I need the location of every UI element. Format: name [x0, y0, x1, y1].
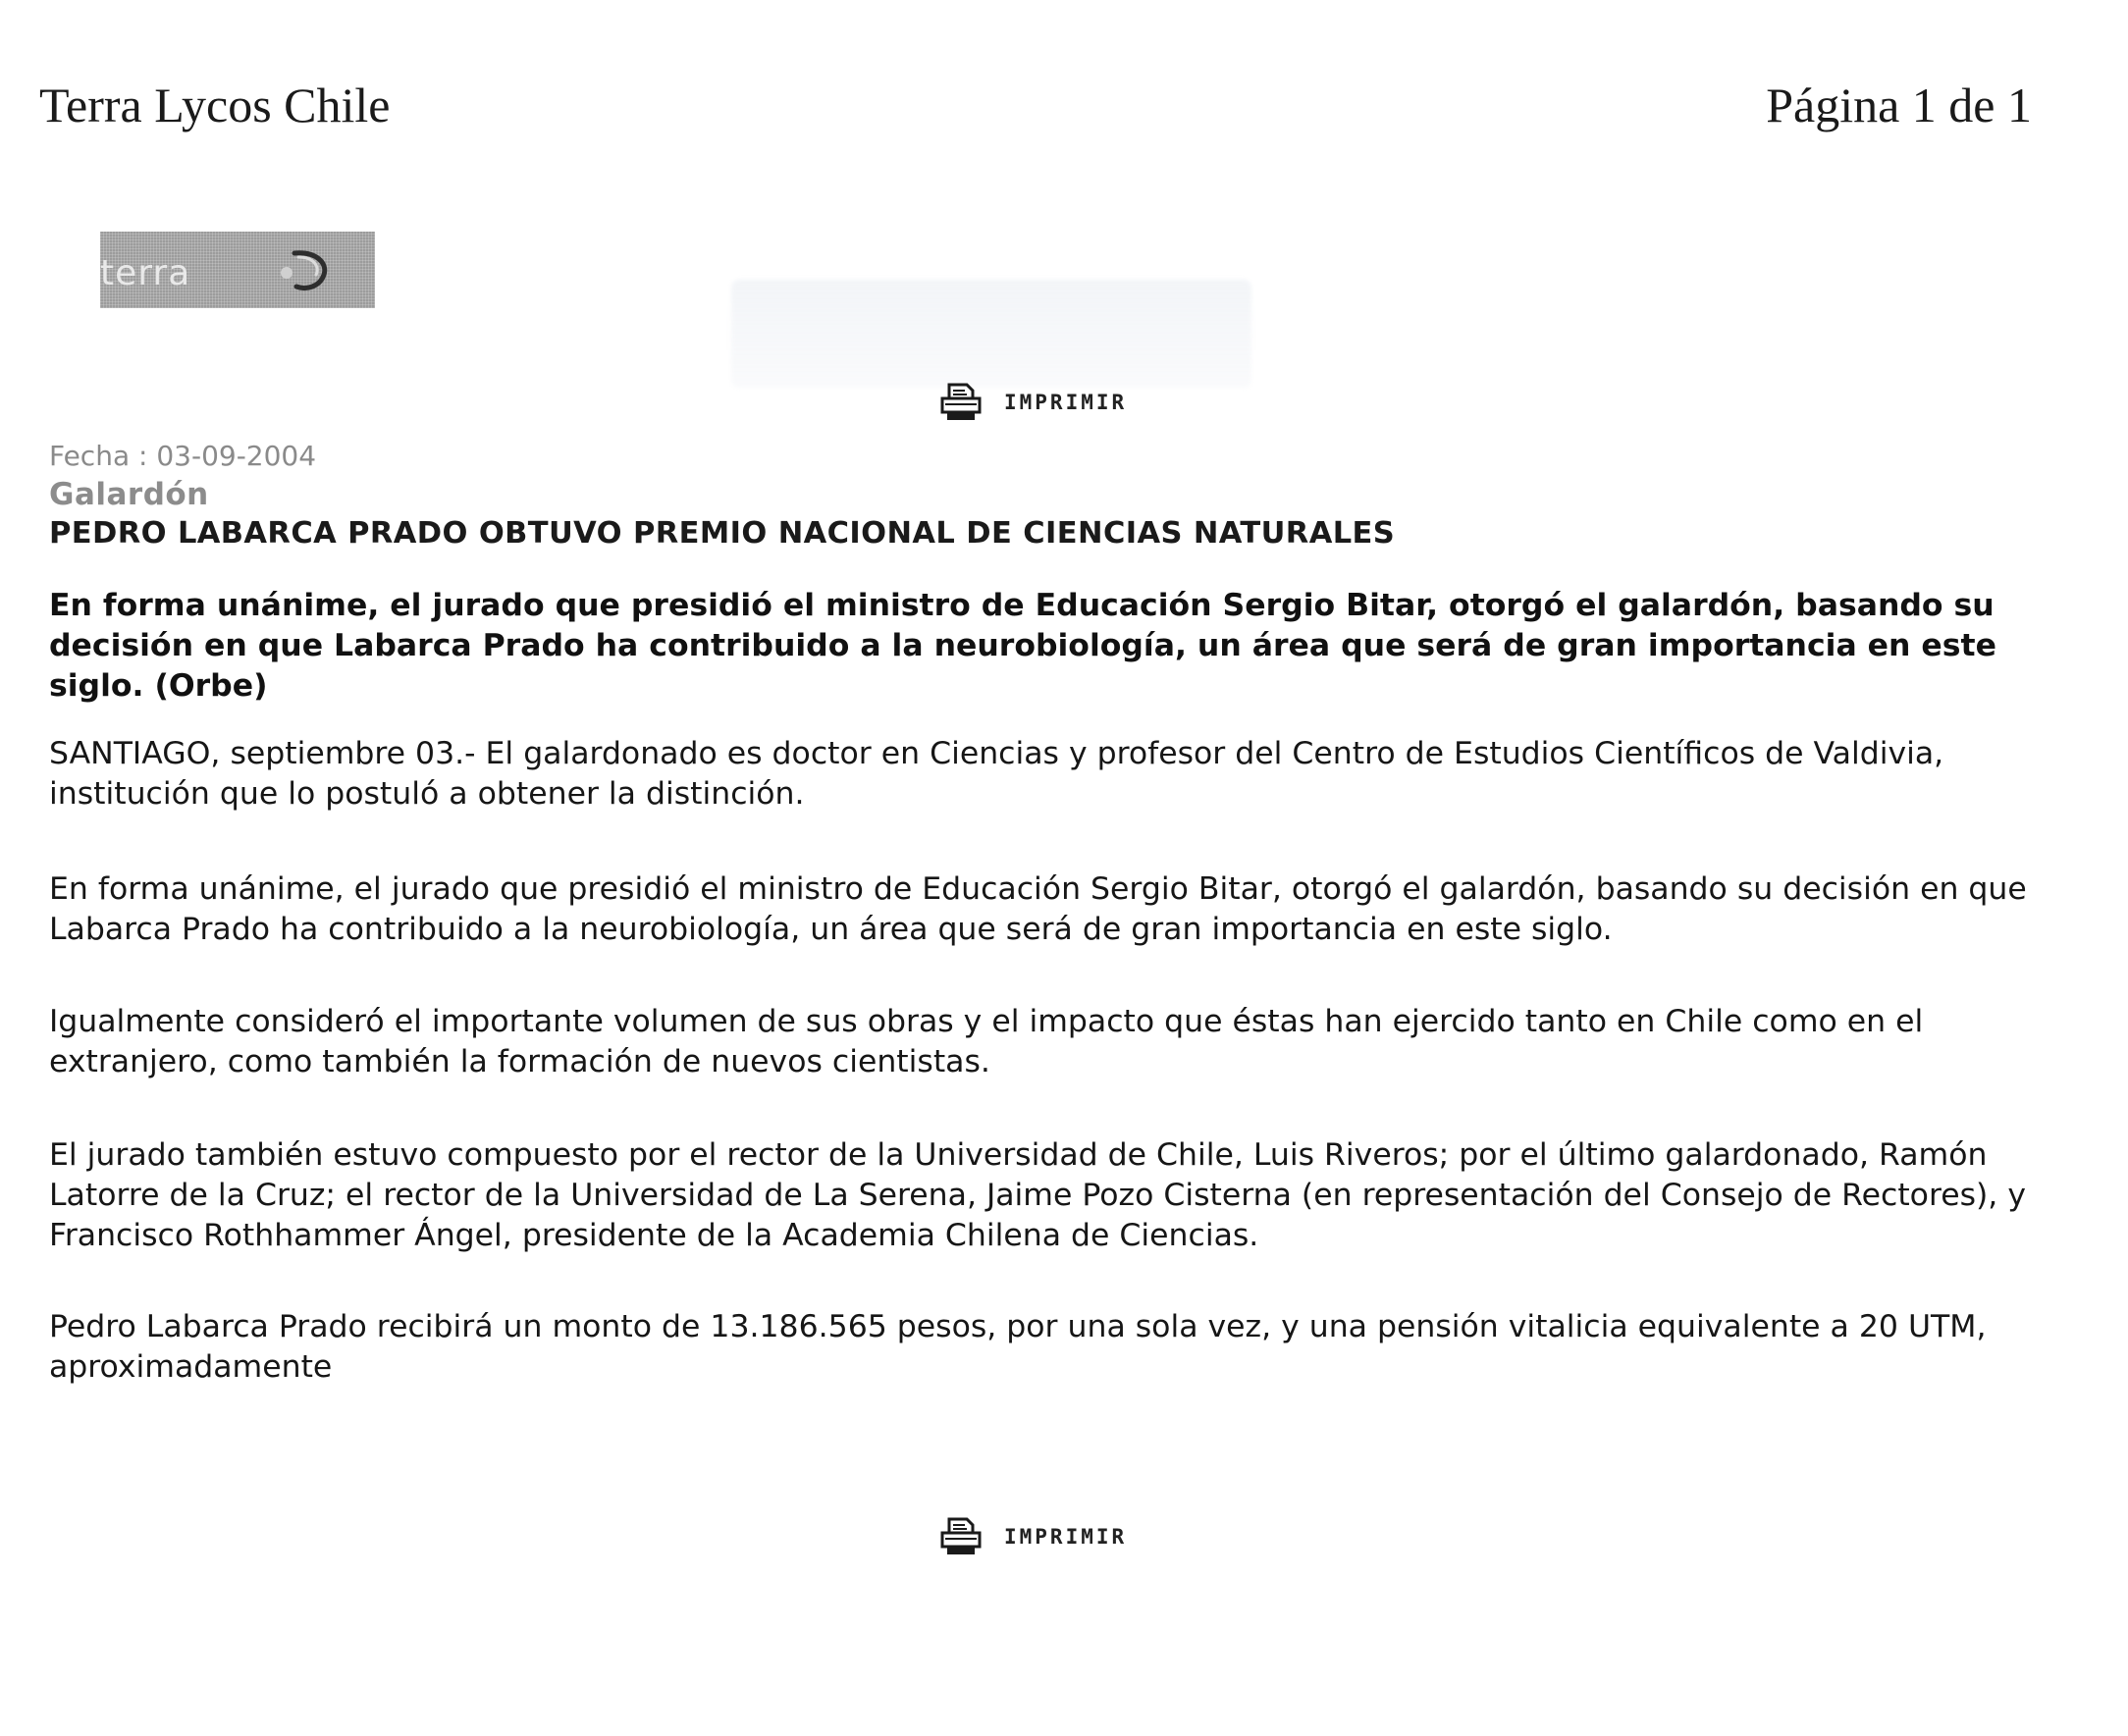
article-headline: PEDRO LABARCA PRADO OBTUVO PREMIO NACIONAL DE CIENCIAS NATURALES	[49, 516, 1396, 551]
terra-logo[interactable]	[100, 232, 375, 308]
terra-logo-icon	[218, 243, 346, 298]
printer-icon	[939, 1517, 983, 1556]
printer-icon	[939, 383, 983, 422]
article-paragraph: El jurado también estuvo compuesto por el rector de la Universidad de Chile, Luis Riveros; por el último galardonado, Ramón Latorre de la Cruz; el rector de la Universidad de La Serena, Jaime Pozo Cisterna (en representación del Consejo de Rectores), y Francisco Rothhammer Ángel, presidente de la Academia Chilena de Ciencias.	[49, 1137, 2026, 1253]
print-button-bottom[interactable]	[939, 1517, 1127, 1556]
article-paragraph: SANTIAGO, septiembre 03.- El galardonado es doctor en Ciencias y profesor del Centro de Estudios Científicos de Valdivia, institución que lo postuló a obtener la distinción.	[49, 736, 1944, 812]
page-indicator: Página 1 de 1	[1766, 78, 2032, 132]
article-paragraph: Pedro Labarca Prado recibirá un monto de 13.186.565 pesos, por una sola vez, y una pensión vitalicia equivalente a 20 UTM, aproximadamente	[49, 1309, 1987, 1385]
logo-text: terra	[100, 253, 191, 293]
article-paragraph: Igualmente consideró el importante volumen de sus obras y el impacto que éstas han ejercido tanto en Chile como en el extranjero, como también la formación de nuevos cientistas.	[49, 1004, 1924, 1079]
article-category: Galardón	[49, 477, 209, 512]
article-paragraph: En forma unánime, el jurado que presidió el ministro de Educación Sergio Bitar, otorgó el galardón, basando su decisión en que Labarca Prado ha contribuido a la neurobiología, un área que será de gran importancia en este siglo.	[49, 871, 2027, 947]
banner-placeholder	[731, 280, 1251, 388]
print-button-top[interactable]	[939, 383, 1127, 422]
site-title: Terra Lycos Chile	[39, 78, 391, 132]
article-lead: En forma unánime, el jurado que presidió el ministro de Educación Sergio Bitar, otorgó el galardón, basando su decisión en que Labarca Prado ha contribuido a la neurobiología, un área que será de gran importancia en este siglo. (Orbe)	[49, 588, 1996, 704]
print-label: IMPRIMIR	[1004, 1525, 1128, 1549]
print-label: IMPRIMIR	[1004, 391, 1128, 414]
article-date: Fecha : 03-09-2004	[49, 440, 317, 472]
